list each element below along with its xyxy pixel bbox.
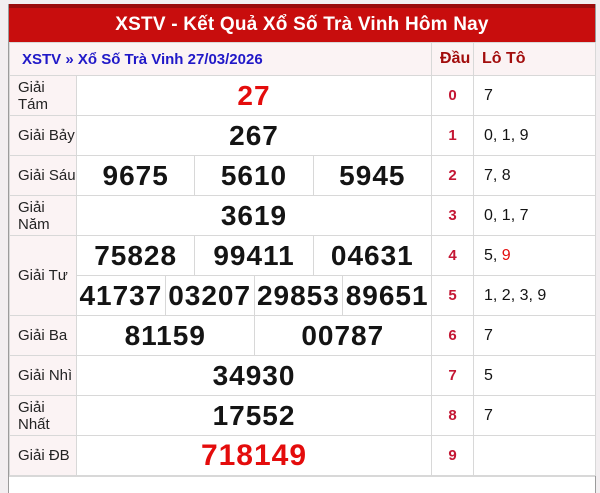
loto-cell <box>474 236 596 276</box>
lottery-results-table <box>9 42 596 476</box>
prize-label: Giải Bảy <box>10 116 77 156</box>
prize-number: 5610 <box>194 156 312 195</box>
loto-cell: 0, 1, 9 <box>474 116 596 156</box>
prize-number-special: 718149 <box>200 438 308 472</box>
loto-cell: 5 <box>474 356 596 396</box>
dau-cell: 7 <box>432 356 474 396</box>
loto-cell: 0, 1, 7 <box>474 196 596 236</box>
prize-numbers <box>77 156 432 196</box>
prize-numbers <box>77 116 432 156</box>
prize-numbers <box>77 76 432 116</box>
loto-cell: 7 <box>474 316 596 356</box>
dau-column-header: Đầu <box>432 43 474 76</box>
prize-row-giai-tu-line2 <box>10 276 596 316</box>
dau-cell: 0 <box>432 76 474 116</box>
prize-number: 89651 <box>342 276 431 315</box>
prize-numbers <box>77 436 432 476</box>
prize-number: 5945 <box>313 156 431 195</box>
table-header-row <box>10 43 596 76</box>
loto-values: 5, <box>484 246 502 264</box>
prize-row-giai-bay <box>10 116 596 156</box>
prize-numbers <box>77 276 432 316</box>
dau-cell: 4 <box>432 236 474 276</box>
prize-number: 04631 <box>313 236 431 275</box>
prize-row-giai-sau <box>10 156 596 196</box>
loto-cell: 7 <box>474 76 596 116</box>
prize-numbers <box>77 356 432 396</box>
prize-label: Giải Năm <box>10 196 77 236</box>
prize-row-giai-db <box>10 436 596 476</box>
dau-cell: 3 <box>432 196 474 236</box>
dau-cell: 2 <box>432 156 474 196</box>
loto-column-header: Lô Tô <box>474 43 596 76</box>
breadcrumb-link[interactable]: XSTV » Xổ Số Trà Vinh 27/03/2026 <box>10 43 432 76</box>
prize-number: 03207 <box>165 276 254 315</box>
prize-row-giai-nhi <box>10 356 596 396</box>
dau-cell: 1 <box>432 116 474 156</box>
prize-label: Giải Nhất <box>10 396 77 436</box>
prize-label: Giải Sáu <box>10 156 77 196</box>
prize-number: 99411 <box>194 236 312 275</box>
prize-row-giai-nam <box>10 196 596 236</box>
prize-numbers <box>77 316 432 356</box>
loto-cell <box>474 436 596 476</box>
prize-label: Giải Tám <box>10 76 77 116</box>
prize-label: Giải ĐB <box>10 436 77 476</box>
dau-cell: 5 <box>432 276 474 316</box>
prize-row-giai-nhat <box>10 396 596 436</box>
dau-cell: 6 <box>432 316 474 356</box>
page-title: XSTV - Kết Quả Xổ Số Trà Vinh Hôm Nay <box>9 4 595 42</box>
prize-number: 41737 <box>79 279 163 311</box>
loto-highlight-value: 9 <box>501 246 511 264</box>
prize-number: 3619 <box>220 199 288 231</box>
results-table <box>8 4 596 493</box>
table-cutoff-stub <box>9 476 595 493</box>
prize-number: 267 <box>229 119 279 151</box>
prize-number: 75828 <box>94 239 178 271</box>
prize-number: 27 <box>237 79 271 111</box>
prize-number: 17552 <box>212 399 296 431</box>
prize-row-giai-tam <box>10 76 596 116</box>
prize-number: 81159 <box>124 319 206 351</box>
prize-numbers <box>77 196 432 236</box>
prize-row-giai-ba <box>10 316 596 356</box>
prize-label: Giải Tư <box>10 236 77 316</box>
prize-number: 29853 <box>254 276 343 315</box>
prize-number: 9675 <box>102 159 169 191</box>
dau-cell: 9 <box>432 436 474 476</box>
prize-number: 00787 <box>254 316 432 355</box>
prize-label: Giải Ba <box>10 316 77 356</box>
loto-cell: 7, 8 <box>474 156 596 196</box>
loto-cell: 7 <box>474 396 596 436</box>
prize-numbers <box>77 236 432 276</box>
prize-label: Giải Nhì <box>10 356 77 396</box>
prize-number: 34930 <box>212 359 296 391</box>
loto-cell: 1, 2, 3, 9 <box>474 276 596 316</box>
dau-cell: 8 <box>432 396 474 436</box>
prize-numbers <box>77 396 432 436</box>
prize-row-giai-tu-line1 <box>10 236 596 276</box>
